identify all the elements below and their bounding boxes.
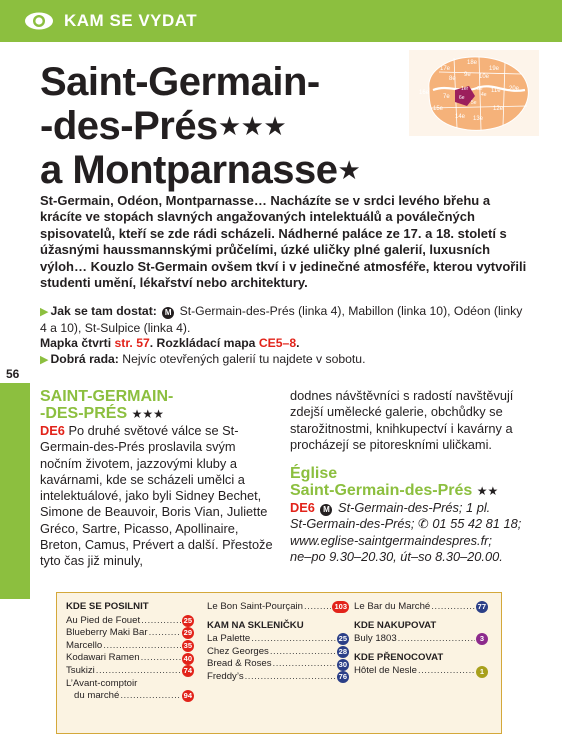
listing-name: La Palette xyxy=(207,633,251,645)
listings-box xyxy=(56,592,502,734)
map-label: 15e xyxy=(433,106,444,112)
section-heading-saint-germain: SAINT-GERMAIN- -DES-PRÉS ★★★ xyxy=(40,388,174,422)
listing-name: Au Pied de Fouet xyxy=(66,614,141,626)
leader-dots xyxy=(141,652,181,665)
title-line-3: a Montparnasse★ xyxy=(40,148,361,192)
eye-icon xyxy=(24,11,54,31)
listings-column-eat xyxy=(66,601,194,703)
listing-number-badge: 35 xyxy=(183,641,192,651)
listing-name: Tsukizi xyxy=(66,664,95,676)
list-item xyxy=(66,665,194,678)
map-label: 5e xyxy=(471,100,477,106)
map-label: 10e xyxy=(479,74,490,80)
tip: ▶ Dobrá rada: Nejvíc otevřených galerií tu najdete v sobotu. xyxy=(40,351,366,366)
map-label: 8e xyxy=(449,76,456,82)
map-label: 18e xyxy=(467,60,478,66)
listing-name: Kodawari Ramen xyxy=(66,652,140,664)
listing-number-badge: 76 xyxy=(338,672,347,682)
listing-number-badge: 3 xyxy=(476,633,488,645)
listing-name: Le Bar du Marché xyxy=(354,601,431,612)
listings-heading: KDE NAKUPOVAT xyxy=(354,619,437,631)
title-line-1: Saint-Germain- xyxy=(40,60,320,104)
list-item xyxy=(354,633,488,646)
list-item: du marché ..... 94 xyxy=(66,690,194,703)
map-label: 9e xyxy=(464,72,471,78)
listing-name: Chez Georges xyxy=(207,645,269,657)
leader-dots xyxy=(418,665,475,678)
listing-name: Blueberry Maki Bar xyxy=(66,627,148,639)
listing-name: Hôtel de Nesle xyxy=(354,665,417,677)
listings-column-shop-sleep xyxy=(354,601,488,678)
listing-name: Bread & Roses xyxy=(207,658,272,670)
map-label: 20e xyxy=(509,86,520,92)
list-item xyxy=(207,658,349,671)
listing-number-badge: 40 xyxy=(183,653,192,663)
list-item xyxy=(66,615,194,628)
leader-dots xyxy=(141,615,181,628)
map-label: 4e xyxy=(481,92,487,98)
listings-heading: KDE PŘENOCOVAT xyxy=(354,651,444,663)
map-reference: Mapka čtvrti str. 57. Rozkládací mapa CE5–8. xyxy=(40,336,300,351)
getting-there: ▶ Jak se tam dostat: M St-Germain-des-Prés (linka 4), Mabillon (linka 10), Odéon (linky 4 a 10), St-Sulpice (linka 4). xyxy=(40,304,523,335)
leader-dots xyxy=(251,633,335,646)
leader-dots xyxy=(304,601,331,614)
map-grid-ref: DE6 xyxy=(40,423,65,438)
rating-stars: ★★★ xyxy=(131,407,164,421)
listing-number-badge: 25 xyxy=(338,634,347,644)
leader-dots xyxy=(431,601,474,614)
triangle-bullet-icon: ▶ xyxy=(40,353,49,366)
map-label: 16e xyxy=(419,90,430,96)
listing-number-badge: 30 xyxy=(338,659,347,669)
listing-number-badge: 1 xyxy=(476,666,488,678)
listings-column-drink xyxy=(207,601,349,684)
list-item xyxy=(66,627,194,640)
listing-number-badge: 103 xyxy=(334,602,347,612)
section-body-continued: dodnes návštěvníci s radostí navštěvují zdejší umělecké galerie, obchůdky se starožitnostmi, knihkupectví i kavárny a procházejí se pitoreskními uličkami. xyxy=(290,388,514,452)
section-header-label: KAM SE VYDAT xyxy=(64,11,198,30)
page-title xyxy=(40,60,400,192)
list-item xyxy=(66,640,194,653)
map-label: 13e xyxy=(473,116,484,122)
listing-number-badge: 25 xyxy=(183,615,192,625)
leader-dots xyxy=(273,658,336,671)
column-right xyxy=(290,388,530,565)
arrondissement-locator-map xyxy=(409,50,539,136)
map-label: 3e xyxy=(477,86,483,92)
page-number: 56 xyxy=(6,367,20,381)
map-label: 12e xyxy=(493,106,504,112)
leader-dots xyxy=(398,633,475,646)
section-header-band xyxy=(0,0,562,42)
leader-dots xyxy=(270,646,336,659)
list-item xyxy=(354,601,488,614)
listings-heading: KAM NA SKLENIČKU xyxy=(207,619,304,631)
practical-info xyxy=(40,304,530,368)
list-item xyxy=(207,601,349,614)
listing-name: Marcello xyxy=(66,639,103,651)
map-label: 6e xyxy=(459,95,465,101)
eglise-details: DE6 M St-Germain-des-Prés; 1 pl. St-Germain-des-Prés; ✆ 01 55 42 81 18; www.eglise-saintgermaindespres.fr; ne–po 9.30–20.30, út–so 8.30–20.00. xyxy=(290,500,522,565)
map-label: 17e xyxy=(440,66,451,72)
list-item xyxy=(207,671,349,684)
triangle-bullet-icon: ▶ xyxy=(40,306,49,318)
listing-name: Le Bon Saint-Pourçain xyxy=(207,601,303,612)
metro-icon: M xyxy=(320,504,332,516)
map-label: 7e xyxy=(443,94,450,100)
listing-number-badge: 74 xyxy=(183,666,192,676)
leader-dots xyxy=(245,671,336,684)
phone-icon: ✆ xyxy=(418,516,429,532)
section-body: DE6 Po druhé světové válce se St-Germain-des-Prés proslavila svým nočním životem, jazzovými kluby a kavárnami, kde se scházeli umělci a intelektuálové, jako byli Sidney Bechet, Simone de Beauvoir, Boris Vian, Juliette Gréco, Sartre, Picasso, Apollinaire, Breton, Camus, Prévert a další. Přestože tyto čas již minuly, xyxy=(40,423,273,569)
intro-paragraph: St-Germain, Odéon, Montparnasse… Nacházíte se v srdci levého břehu a krácíte ve stopách slavných angažovaných intelektuálů a poválečných spisovatelů, kteří se zde rádi scházeli. Nádherné paláce ze 17. a 18. století s úžasnými haussmannskými průčelími, úzké uličky plné galerií, luxusních výloh… Kouzlo St-Germain ovšem tkví i v jedinečné atmosféře, kterou vytvořili studenti umění, lékařství nebo architektury. xyxy=(40,193,527,291)
list-item: L’Avant-comptoir xyxy=(66,677,138,689)
column-left xyxy=(40,388,274,570)
leader-dots xyxy=(103,640,180,653)
rating-stars: ★★ xyxy=(476,484,499,499)
map-label: 11e xyxy=(491,88,501,94)
title-stars-3: ★★★ xyxy=(217,111,287,141)
leader-dots xyxy=(149,627,181,640)
listing-name: Buly 1803 xyxy=(354,633,397,645)
list-item xyxy=(207,646,349,659)
listing-number-badge: 94 xyxy=(183,691,192,701)
page-edge-bar xyxy=(0,383,30,599)
map-label: 19e xyxy=(489,66,500,72)
listing-number-badge: 29 xyxy=(183,628,192,638)
title-line-2: -des-Prés★★★ xyxy=(40,104,287,148)
listing-name: Freddy’s xyxy=(207,670,244,682)
section-heading-eglise: Église Saint-Germain-des-Prés ★★ xyxy=(290,465,499,500)
list-item xyxy=(354,665,488,678)
listing-number-badge: 77 xyxy=(477,602,486,612)
list-item xyxy=(66,652,194,665)
list-item xyxy=(207,633,349,646)
leader-dots xyxy=(96,665,181,678)
title-stars-1: ★ xyxy=(337,155,361,185)
metro-icon: M xyxy=(162,307,174,319)
listings-heading: KDE SE POSILNIT xyxy=(66,601,149,612)
listing-number-badge: 28 xyxy=(338,647,347,657)
map-label: 1er xyxy=(461,86,469,92)
map-label: 14e xyxy=(455,114,466,120)
map-grid-ref: DE6 xyxy=(290,500,315,516)
